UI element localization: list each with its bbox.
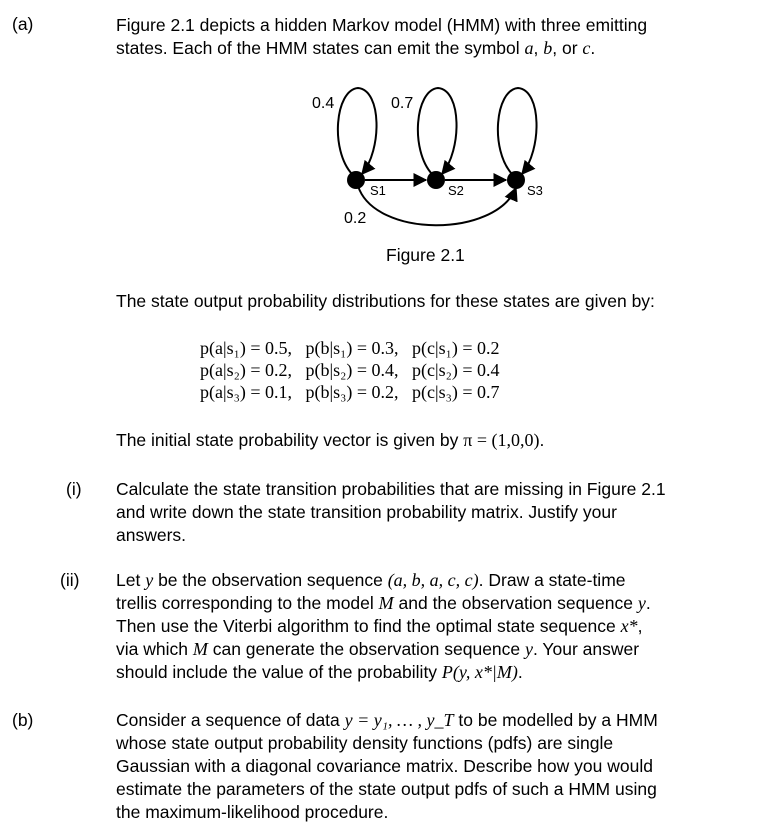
- state-s2-node: [427, 171, 445, 189]
- t: be the observation sequence: [153, 570, 388, 590]
- part-b-text: [116, 709, 750, 824]
- part-b-line-1: [116, 709, 750, 732]
- symbol-c: c: [582, 38, 591, 58]
- intro-line-2-text: states. Each of the HMM states can emit the symbol: [116, 38, 525, 58]
- output-dist-text: The state output probability distributions for these states are given by:: [116, 291, 655, 311]
- var-M: M: [378, 593, 394, 613]
- part-i-line-2: and write down the state transition probability matrix. Justify your: [116, 502, 617, 522]
- label-0.7: 0.7: [391, 95, 414, 112]
- part-ii-line-3: [116, 615, 750, 638]
- sep2: , or: [552, 38, 583, 58]
- initial-vector: π = (1,0,0): [463, 430, 540, 450]
- part-ii-line-1: [116, 569, 750, 592]
- prob-row-s2: p(a|s₂) = 0.2, p(b|s₂) = 0.4, p(c|s₂) = 0.4: [200, 360, 500, 380]
- part-ii-line-4: [116, 638, 750, 661]
- part-ii-line-5: [116, 661, 750, 684]
- self-loop-s3: [498, 88, 537, 174]
- var-x-star: x*: [620, 616, 638, 636]
- initial-end: .: [539, 430, 545, 450]
- part-b-line-4: estimate the parameters of the state output pdfs of such a HMM using: [116, 779, 657, 799]
- state-label-s1: S1: [370, 183, 386, 198]
- hmm-diagram: [0, 0, 766, 280]
- obs-seq: (a, b, a, c, c): [387, 570, 479, 590]
- var-y: y: [525, 639, 534, 659]
- self-loop-s2: [418, 88, 457, 174]
- intro-end: .: [590, 38, 596, 58]
- prob-row-s3: p(a|s₃) = 0.1, p(b|s₃) = 0.2, p(c|s₃) = 0.7: [200, 382, 500, 402]
- t: to be modelled by a HMM: [453, 710, 658, 730]
- t: . Your answer: [533, 639, 640, 659]
- t: Let: [116, 570, 146, 590]
- prob-expr: P(y, x*|M): [441, 662, 518, 682]
- label-0.2: 0.2: [344, 210, 367, 227]
- prob-row-s1: p(a|s₁) = 0.5, p(b|s₁) = 0.3, p(c|s₁) = 0.2: [200, 338, 500, 358]
- t: Then use the Viterbi algorithm to find the optimal state sequence: [116, 616, 621, 636]
- state-s1-node: [347, 171, 365, 189]
- symbol-b: b: [543, 38, 553, 58]
- var-y: y: [145, 570, 154, 590]
- part-b-line-2: whose state output probability density functions (pdfs) are single: [116, 733, 614, 753]
- t: should include the value of the probability: [116, 662, 442, 682]
- part-i-line-3: answers.: [116, 525, 187, 545]
- part-ii-line-2: [116, 592, 750, 615]
- t: and the observation sequence: [393, 593, 638, 613]
- part-i-label: (i): [66, 479, 82, 499]
- intro-line-1: Figure 2.1 depicts a hidden Markov model (HMM) with three emitting: [116, 15, 648, 35]
- t: .: [645, 593, 651, 613]
- t: ,: [637, 616, 643, 636]
- t: .: [517, 662, 523, 682]
- figure-caption: Figure 2.1: [386, 245, 465, 265]
- var-y: y: [637, 593, 646, 613]
- t: via which: [116, 639, 193, 659]
- t: trellis corresponding to the model: [116, 593, 379, 613]
- t: Consider a sequence of data: [116, 710, 345, 730]
- part-i-line-1: Calculate the state transition probabilities that are missing in Figure 2.1: [116, 479, 666, 499]
- part-ii-text: [116, 569, 750, 684]
- part-b-line-5: the maximum-likelihood procedure.: [116, 802, 389, 822]
- t: . Draw a state-time: [478, 570, 626, 590]
- part-a-label: (a): [12, 14, 34, 34]
- state-label-s3: S3: [527, 183, 543, 198]
- self-loop-s1: [338, 88, 377, 174]
- t: can generate the observation sequence: [207, 639, 526, 659]
- initial-state-text: [116, 429, 750, 452]
- sep1: ,: [533, 38, 544, 58]
- part-i-text: [116, 478, 750, 547]
- state-label-s2: S2: [448, 183, 464, 198]
- part-b-label: (b): [12, 710, 34, 730]
- var-M: M: [192, 639, 208, 659]
- initial-text: The initial state probability vector is given by: [116, 430, 464, 450]
- part-b-line-3: Gaussian with a diagonal covariance matrix. Describe how you would: [116, 756, 653, 776]
- part-ii-label: (ii): [60, 570, 80, 590]
- data-seq: y = y₁, … , y_T: [344, 710, 454, 730]
- symbol-a: a: [524, 38, 534, 58]
- state-s3-node: [507, 171, 525, 189]
- label-0.4: 0.4: [312, 95, 335, 112]
